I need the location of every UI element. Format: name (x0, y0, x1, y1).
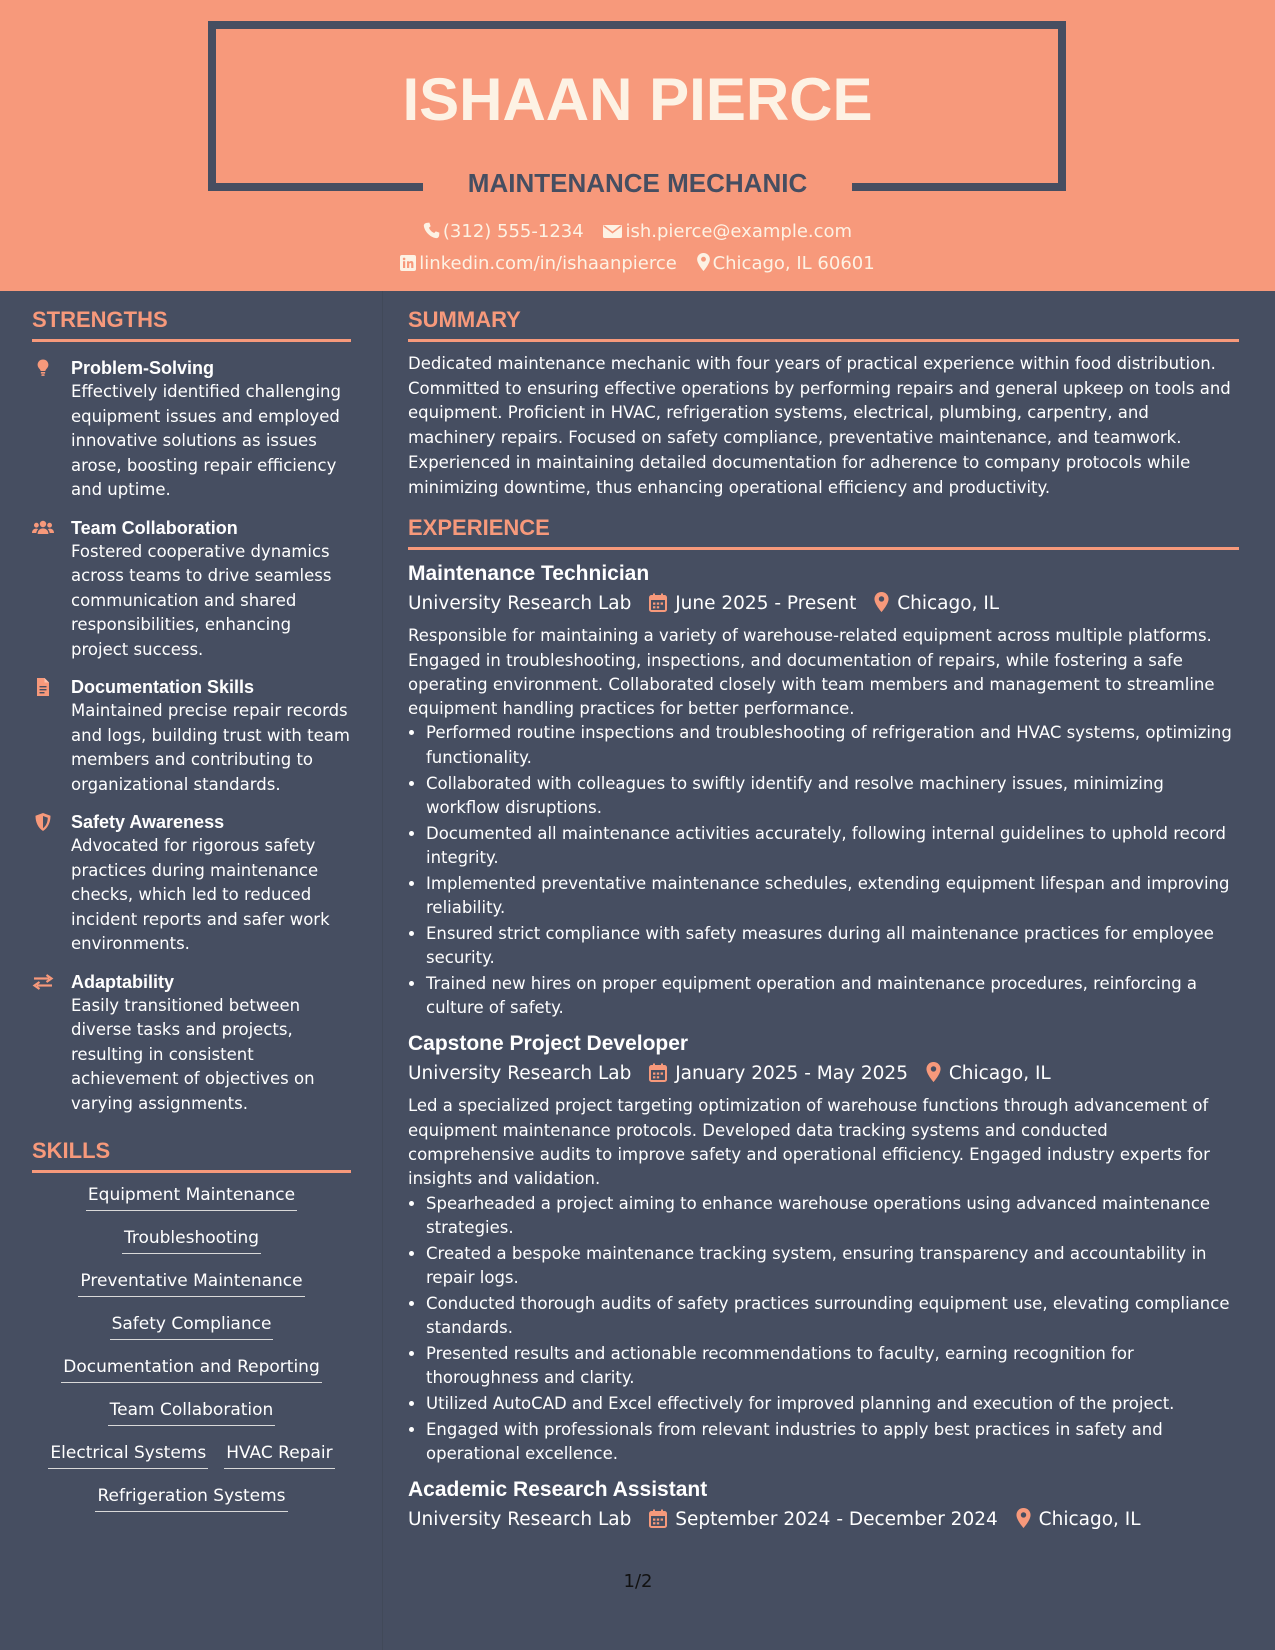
contact-location (697, 252, 875, 276)
bullet-item: • Spearheaded a project aiming to enhance warehouse operations using advanced maintenance strategies. (426, 1192, 1239, 1241)
strength-item (32, 970, 351, 1117)
job-bullets (408, 721, 1239, 1020)
job-entry (408, 560, 1239, 1020)
experience-heading: EXPERIENCE (408, 514, 1239, 550)
skill-tag: Safety Compliance (110, 1312, 274, 1340)
document-icon (32, 677, 54, 697)
summary-text: Dedicated maintenance mechanic with four years of practical experience within food distribution. Committed to ensuring effective operations by performing repairs and general upkeep on tools and equipment. Proficient in HVAC, refrigeration systems, electrical, plumbing, carpentry, and machinery repairs. Focused on safety compliance, preventative maintenance, and teamwork. Experienced in maintaining detailed documentation for adherence to company protocols while minimizing downtime, thus enhancing operational efficiency and productivity. (408, 354, 1231, 497)
contact-row-1 (0, 220, 1275, 244)
linkedin-text: linkedin.com/in/ishaanpierce (419, 253, 677, 274)
strength-title: Team Collaboration (71, 517, 238, 538)
users-icon (32, 518, 54, 538)
strength-item (32, 356, 351, 503)
skill-tag: Documentation and Reporting (61, 1355, 322, 1383)
column-divider (382, 291, 383, 1650)
map-pin-icon (926, 1062, 941, 1082)
job-location-text: Chicago, IL (897, 593, 1000, 615)
skill-tag: Electrical Systems (48, 1441, 208, 1469)
exchange-arrows-icon (32, 972, 54, 992)
job-dates-text: January 2025 - May 2025 (675, 1063, 908, 1085)
job-company: University Research Lab (408, 1509, 632, 1531)
page-number: 1/2 (623, 1571, 653, 1592)
skill-tag: Troubleshooting (122, 1226, 261, 1254)
job-entry (408, 1476, 1239, 1534)
job-meta (408, 590, 1239, 618)
strength-description: Fostered cooperative dynamics across teams to drive seamless communication and shared responsibilities, enhancing project success. (71, 541, 332, 659)
job-title: Academic Research Assistant (408, 1478, 708, 1502)
map-pin-icon (874, 592, 889, 612)
job-dates (649, 1060, 908, 1088)
strength-item (32, 516, 351, 663)
bullet-item: • Ensured strict compliance with safety measures during all maintenance practices for employee security. (426, 922, 1239, 971)
email-text: ish.pierce@example.com (625, 221, 853, 242)
skill-tag: Refrigeration Systems (95, 1484, 287, 1512)
job-meta (408, 1506, 1239, 1534)
job-description: Led a specialized project targeting optimization of warehouse functions through advancement of equipment maintenance protocols. Developed data tracking systems and conducted comprehensive audits to improve safety and operational efficiency. Engaged industry experts for insights and validation. (408, 1096, 1210, 1189)
map-pin-icon (1016, 1508, 1031, 1528)
skill-tag: Preventative Maintenance (78, 1269, 304, 1297)
candidate-name: ISHAAN PIERCE (402, 66, 873, 133)
job-dates-text: June 2025 - Present (675, 593, 857, 615)
job-dates (649, 590, 856, 618)
calendar-icon (649, 1063, 667, 1082)
job-location-text: Chicago, IL (1038, 1509, 1141, 1531)
skill-tag: HVAC Repair (224, 1441, 334, 1469)
job-company: University Research Lab (408, 593, 632, 615)
phone-text: (312) 555-1234 (442, 221, 584, 242)
bullet-item: • Engaged with professionals from relevant industries to apply best practices in safety and operational excellence. (426, 1418, 1239, 1467)
strength-title: Adaptability (71, 971, 175, 992)
bullet-item: • Utilized AutoCAD and Excel effectively for improved planning and execution of the project. (426, 1392, 1239, 1416)
map-pin-icon (697, 253, 710, 271)
job-location (874, 590, 999, 618)
bullet-item: • Conducted thorough audits of safety practices surrounding equipment use, elevating compliance standards. (426, 1292, 1239, 1341)
skills-heading: SKILLS (32, 1137, 351, 1173)
job-dates (649, 1506, 998, 1534)
strength-item (32, 810, 351, 957)
contact-linkedin[interactable] (400, 252, 677, 276)
job-title: Maintenance Technician (408, 562, 650, 586)
candidate-title: MAINTENANCE MECHANIC (467, 168, 808, 198)
job-description: Responsible for maintaining a variety of warehouse-related equipment across multiple platforms. Engaged in troubleshooting, inspections, and documentation of repairs, while fostering a safe operating environment. Collaborated closely with team members and management to streamline equipment handling practices for better performance. (408, 626, 1215, 719)
skills-list (32, 1183, 351, 1512)
resume-header (0, 0, 1275, 291)
strength-description: Effectively identified challenging equipment issues and employed innovative solutions as issues arose, boosting repair efficiency and uptime. (71, 382, 341, 499)
job-location (1016, 1506, 1141, 1534)
job-bullets (408, 1192, 1239, 1467)
location-text: Chicago, IL 60601 (712, 253, 875, 274)
strength-title: Safety Awareness (71, 812, 225, 832)
strengths-heading: STRENGTHS (32, 306, 351, 342)
strength-item (32, 675, 351, 797)
job-location (926, 1060, 1051, 1088)
shield-icon (32, 812, 54, 832)
right-column (408, 291, 1239, 1544)
calendar-icon (649, 1509, 667, 1528)
job-company: University Research Lab (408, 1063, 632, 1085)
bullet-item: • Collaborated with colleagues to swiftly identify and resolve machinery issues, minimizing workflow disruptions. (426, 772, 1239, 821)
bullet-item: • Implemented preventative maintenance schedules, extending equipment lifespan and improving reliability. (426, 872, 1239, 921)
phone-icon (423, 222, 440, 239)
bullet-item: • Trained new hires on proper equipment operation and maintenance procedures, reinforcing a culture of safety. (426, 972, 1239, 1021)
strength-title: Problem-Solving (71, 358, 215, 378)
strength-title: Documentation Skills (71, 677, 255, 697)
contact-row-2 (0, 252, 1275, 276)
job-title: Capstone Project Developer (408, 1032, 689, 1056)
contact-email[interactable] (603, 220, 852, 244)
strength-description: Advocated for rigorous safety practices during maintenance checks, which led to reduced incident reports and safer work environments. (71, 836, 330, 953)
strength-description: Maintained precise repair records and logs, building trust with team members and contributing to organizational standards. (71, 701, 350, 794)
contact-phone[interactable] (423, 220, 584, 244)
strength-description: Easily transitioned between diverse tasks and projects, resulting in consistent achievement of objectives on varying assignments. (71, 995, 315, 1113)
bullet-item: • Created a bespoke maintenance tracking system, ensuring transparency and accountability in repair logs. (426, 1242, 1239, 1291)
job-meta (408, 1060, 1239, 1088)
skill-tag: Team Collaboration (108, 1398, 276, 1426)
left-column (32, 291, 351, 1527)
bullet-item: • Presented results and actionable recommendations to faculty, earning recognition for thoroughness and clarity. (426, 1342, 1239, 1391)
bullet-item: • Documented all maintenance activities accurately, following internal guidelines to uphold record integrity. (426, 822, 1239, 871)
job-dates-text: September 2024 - December 2024 (675, 1509, 998, 1531)
job-entry (408, 1030, 1239, 1466)
summary-heading: SUMMARY (408, 306, 1239, 342)
calendar-icon (649, 593, 667, 612)
lightbulb-icon (32, 358, 54, 378)
skill-tag: Equipment Maintenance (86, 1183, 297, 1211)
bullet-item: • Performed routine inspections and troubleshooting of refrigeration and HVAC systems, optimizing functionality. (426, 721, 1239, 770)
job-location-text: Chicago, IL (948, 1063, 1051, 1085)
linkedin-icon (400, 255, 416, 271)
envelope-icon (603, 224, 622, 239)
